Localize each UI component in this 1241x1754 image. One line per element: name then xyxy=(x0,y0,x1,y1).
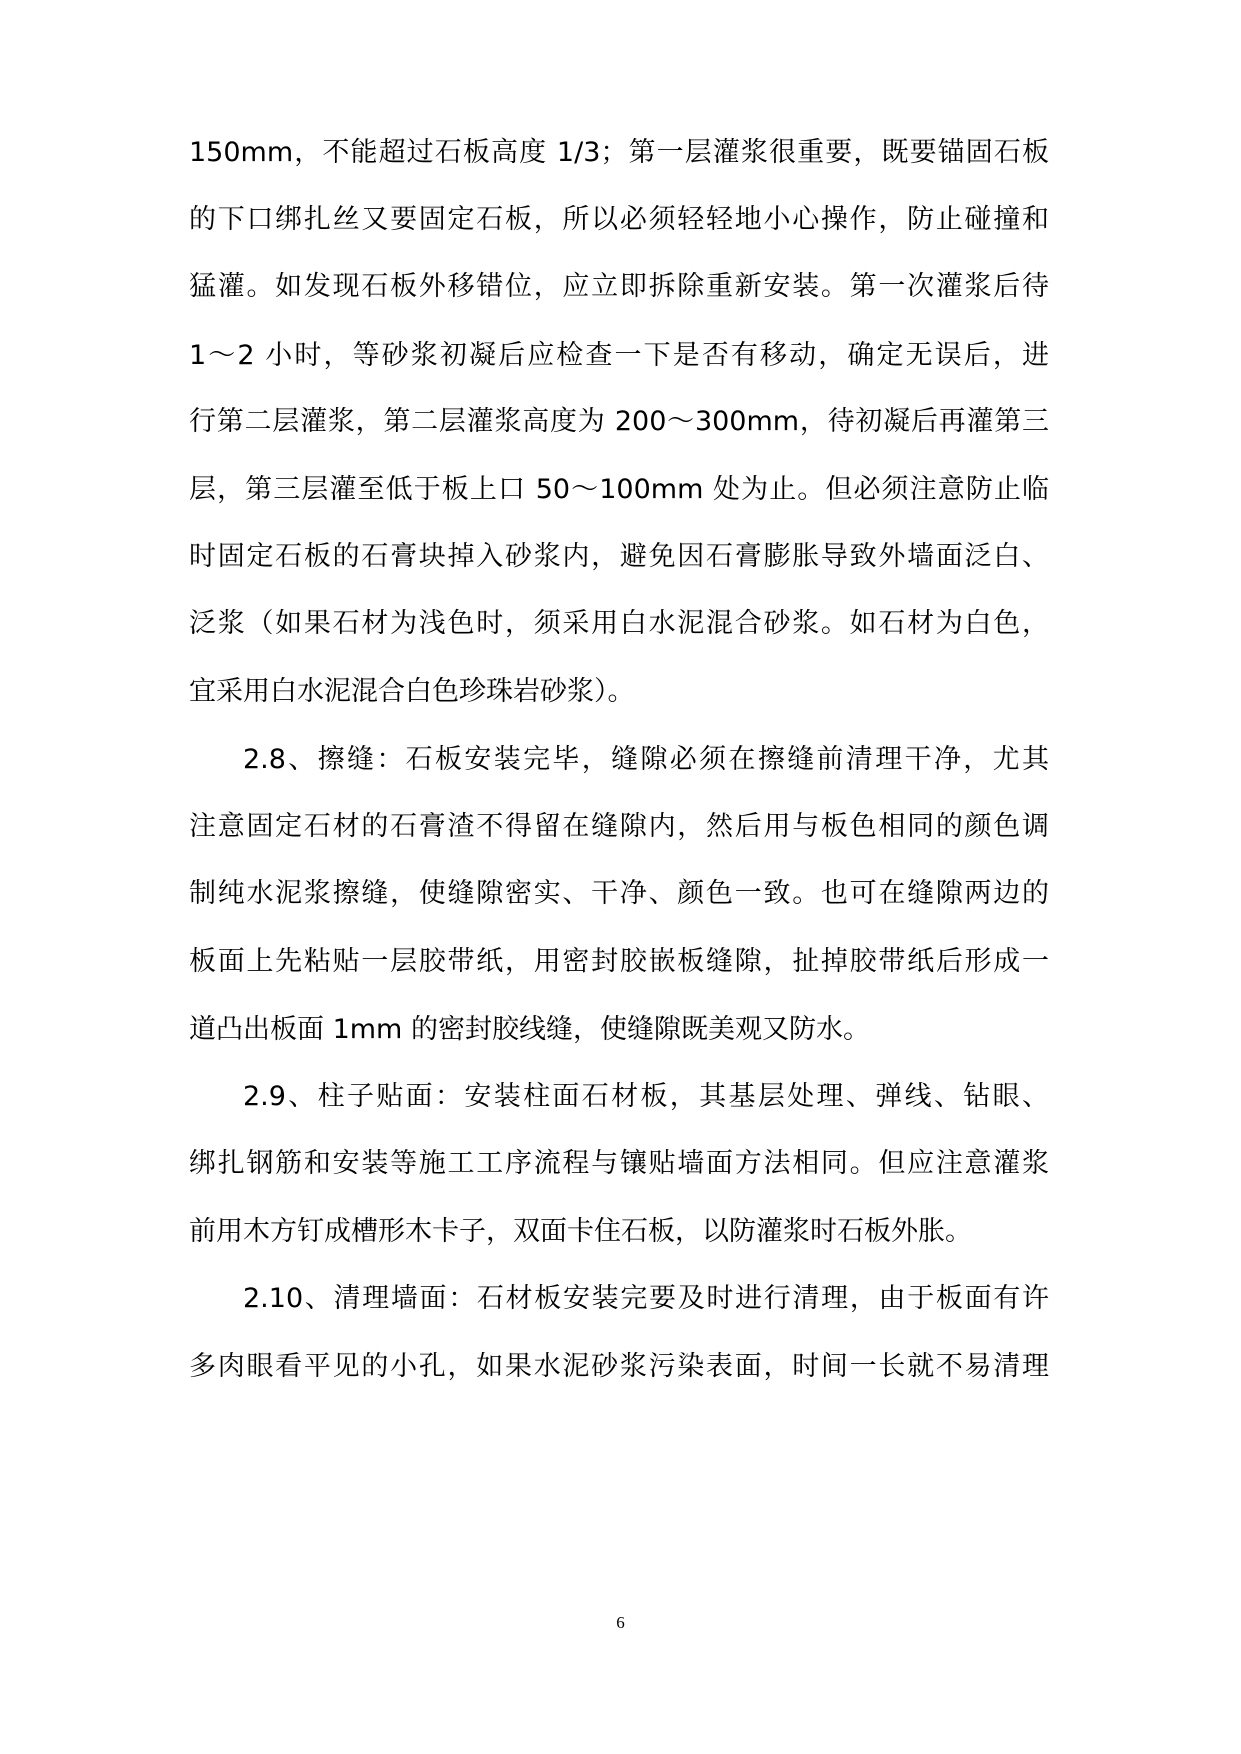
text-line: 150mm，不能超过石板高度 1/3；第一层灌浆很重要，既要锚固石板 xyxy=(189,137,1049,168)
text-line: 的下口绑扎丝又要固定石板，所以必须轻轻地小心操作，防止碰撞和 xyxy=(189,204,1049,235)
text-line: 层，第三层灌至低于板上口 50～100mm 处为止。但必须注意防止临 xyxy=(189,474,1049,505)
text-line: 绑扎钢筋和安装等施工工序流程与镶贴墙面方法相同。但应注意灌浆 xyxy=(189,1148,1049,1179)
text-line: 道凸出板面 1mm 的密封胶线缝，使缝隙既美观又防水。 xyxy=(189,1014,870,1045)
section-heading-2-10: 2.10、清理墙面：石材板安装完要及时进行清理，由于板面有许 xyxy=(243,1283,1049,1314)
text-line: 制纯水泥浆擦缝，使缝隙密实、干净、颜色一致。也可在缝隙两边的 xyxy=(189,878,1049,909)
text-line: 猛灌。如发现石板外移错位，应立即拆除重新安装。第一次灌浆后待 xyxy=(189,271,1049,302)
text-line: 前用木方钉成槽形木卡子，双面卡住石板，以防灌浆时石板外胀。 xyxy=(189,1216,972,1247)
text-line: 注意固定石材的石膏渣不得留在缝隙内，然后用与板色相同的颜色调 xyxy=(189,811,1049,842)
page-number: 6 xyxy=(616,1613,625,1632)
text-line: 行第二层灌浆，第二层灌浆高度为 200～300mm，待初凝后再灌第三 xyxy=(189,406,1049,437)
section-heading-2-9: 2.9、柱子贴面：安装柱面石材板，其基层处理、弹线、钻眼、 xyxy=(243,1081,1049,1112)
text-line: 板面上先粘贴一层胶带纸，用密封胶嵌板缝隙，扯掉胶带纸后形成一 xyxy=(189,946,1049,977)
text-line: 泛浆（如果石材为浅色时，须采用白水泥混合砂浆。如石材为白色， xyxy=(189,608,1049,639)
text-line: 多肉眼看平见的小孔，如果水泥砂浆污染表面，时间一长就不易清理 xyxy=(189,1351,1049,1382)
section-heading-2-8: 2.8、擦缝：石板安装完毕，缝隙必须在擦缝前清理干净，尤其 xyxy=(243,744,1049,775)
text-line: 宜采用白水泥混合白色珍珠岩砂浆）。 xyxy=(189,676,635,707)
text-line: 1～2 小时，等砂浆初凝后应检查一下是否有移动，确定无误后，进 xyxy=(189,340,1049,371)
text-line: 时固定石板的石膏块掉入砂浆内，避免因石膏膨胀导致外墙面泛白、 xyxy=(189,541,1049,572)
